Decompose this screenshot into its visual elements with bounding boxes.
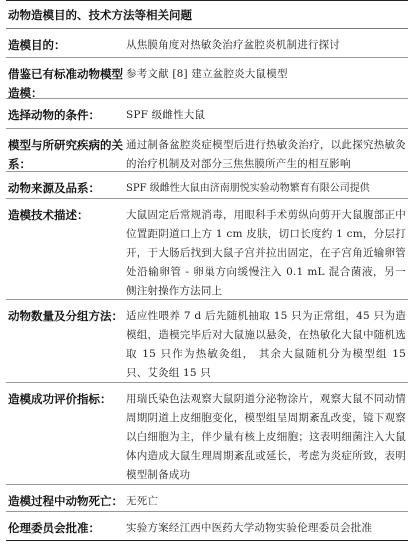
table-row-purpose (6, 29, 408, 58)
row-value: 从焦膜角度对热敏灸治疗盆腔炎机制进行探讨 (126, 39, 340, 51)
row-label: 选择动物的条件： (8, 108, 100, 122)
row-value: 通过制备盆腔炎症模型后进行热敏灸治疗，以此探究热敏灸的治疗机制及对部分三焦焦膜所产生的相互影响 (126, 139, 406, 170)
row-value: 适应性喂养 7 d 后先随机抽取 15 只为正常组，45 只为造模组，造模完毕后对大鼠施以悬灸，在热敏化大鼠中随机选取 15 只作为热敏灸组， 其余大鼠随机分为模型组 15 只、艾灸组 15 只 (126, 310, 406, 379)
table-title: 动物造模目的、技术方法等相关问题 (6, 0, 408, 29)
row-label: 借鉴已有标准动物模型造模： (8, 67, 123, 100)
row-value: 大鼠固定后常规消毒，用眼科手术剪纵向剪开大鼠腹部正中位置距阴道口上方 1 cm 皮肤，切口长度约 1 cm，分层打开，于大肠后找到大鼠子宫并拉出固定，在子宫角近输卵管处沿输卵管 - 卵巢方向缓慢注入 0.1 mL 混合菌液，另一侧注射操作方法同上 (126, 209, 406, 297)
table-row-animal-source (6, 172, 408, 199)
table-row-animal-conditions (6, 99, 408, 129)
row-value: 用瑞氏染色法观察大鼠阴道分泌物涂片，观察大鼠不同动情周期阴道上皮细胞变化，模型组呈周期紊乱改变，镜下观察以白细胞为主，伴少量有核上皮细胞；这表明细菌注入大鼠体内造成大鼠生理周期紊乱或延长，考虑为炎症所致，表明模型制备成功 (126, 393, 406, 481)
table-row-reference-model (6, 58, 408, 99)
row-label: 动物数量及分组方法： (8, 309, 123, 323)
row-label: 造模目的： (8, 38, 66, 52)
row-value: 实验方案经江西中医药大学动物实验伦理委员会批准 (126, 522, 373, 534)
row-label: 动物来源及品系： (8, 181, 100, 195)
table-row-grouping (6, 300, 408, 383)
table-row-technique (6, 199, 408, 300)
row-label: 模型与所研究疾病的关系： (8, 138, 123, 171)
row-value: 无死亡 (126, 495, 159, 507)
table-row-ethics (6, 512, 408, 541)
row-value: 参考文献 [8] 建立盆腔炎大鼠模型 (126, 68, 288, 80)
row-label: 造模成功评价指标： (8, 392, 112, 406)
row-label: 造模技术描述： (8, 208, 89, 222)
table-row-disease-relation (6, 129, 408, 172)
row-label: 伦理委员会批准： (8, 521, 100, 535)
row-value: SPF 级雌性大鼠 (126, 109, 206, 121)
row-value: SPF 级雌性大鼠由济南朋悦实验动物繁育有限公司提供 (126, 183, 370, 194)
table-row-success-criteria (6, 383, 408, 485)
row-label: 造模过程中动物死亡： (8, 494, 123, 508)
table-row-animal-death (6, 485, 408, 512)
